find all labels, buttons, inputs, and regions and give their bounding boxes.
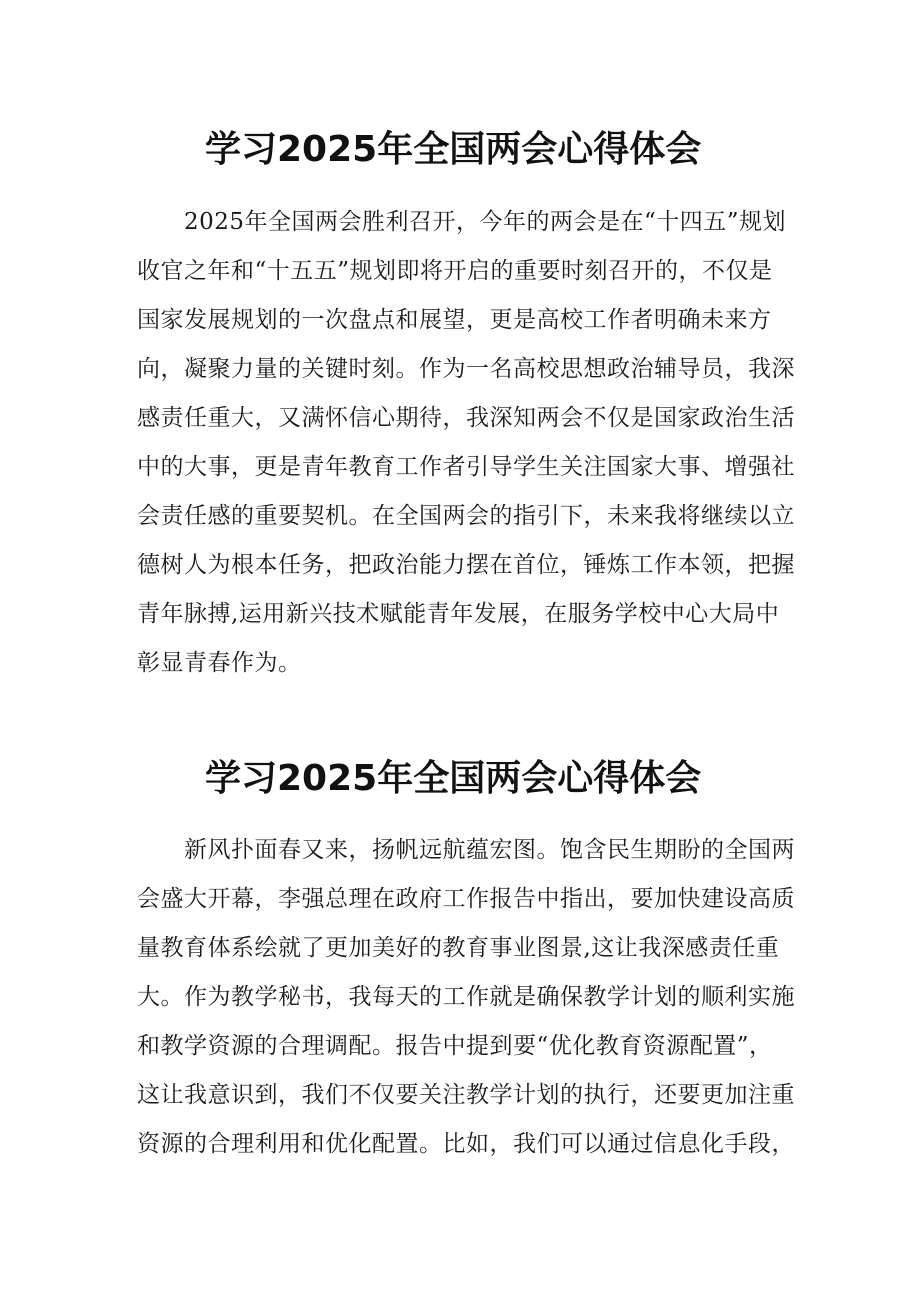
section-2-title: 学习2025年全国两会心得体会 [205, 758, 702, 800]
section-2-paragraph [137, 826, 797, 1169]
paragraph-line: 会盛大开幕，李强总理在政府工作报告中指出，要加快建设高质 [137, 886, 795, 912]
paragraph-line: 中的大事，更是青年教育工作者引导学生关注国家大事、增强社 [137, 454, 795, 480]
paragraph-line: 向，凝聚力量的关键时刻。作为一名高校思想政治辅导员，我深 [137, 356, 795, 382]
paragraph-line: 这让我意识到，我们不仅要关注教学计划的执行，还要更加注重 [137, 1082, 795, 1108]
paragraph-line: 和教学资源的合理调配。报告中提到要“优化教育资源配置”， [137, 1033, 773, 1059]
paragraph-line: 新风扑面春又来，扬帆远航蕴宏图。饱含民生期盼的全国两 [184, 837, 795, 863]
paragraph-line: 青年脉搏,运用新兴技术赋能青年发展，在服务学校中心大局中 [137, 601, 780, 627]
paragraph-line: 感责任重大，又满怀信心期待，我深知两会不仅是国家政治生活 [137, 405, 795, 431]
paragraph-line: 会责任感的重要契机。在全国两会的指引下，未来我将继续以立 [137, 503, 795, 529]
section-1-title: 学习2025年全国两会心得体会 [205, 129, 702, 171]
paragraph-line: 资源的合理利用和优化配置。比如，我们可以通过信息化手段， [137, 1131, 795, 1157]
paragraph-line: 国家发展规划的一次盘点和展望，更是高校工作者明确未来方 [137, 307, 772, 333]
paragraph-line: 德树人为根本任务，把政治能力摆在首位，锤炼工作本领，把握 [137, 552, 795, 578]
section-1-paragraph [137, 198, 797, 688]
paragraph-line: 收官之年和“十五五”规划即将开启的重要时刻召开的，不仅是 [137, 258, 773, 284]
paragraph-line: 彰显青春作为。 [137, 650, 302, 676]
paragraph-line: 2025年全国两会胜利召开，今年的两会是在“十四五”规划 [184, 209, 787, 235]
paragraph-line: 量教育体系绘就了更加美好的教育事业图景,这让我深感责任重 [137, 935, 780, 961]
paragraph-line: 大。作为教学秘书，我每天的工作就是确保教学计划的顺利实施 [137, 984, 795, 1010]
